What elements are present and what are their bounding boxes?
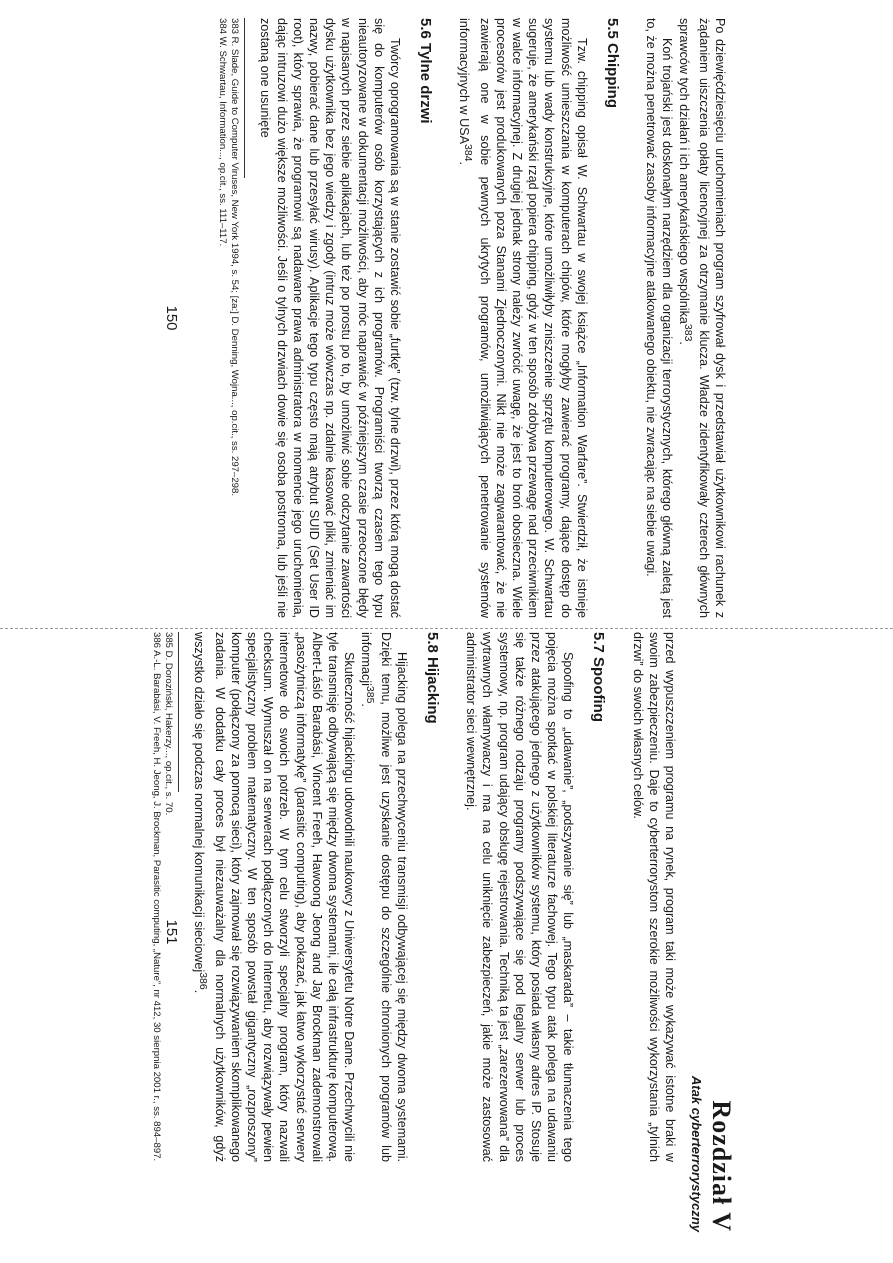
footnote-ref-383: 383 — [681, 323, 694, 342]
footnote-383: 383 R. Slade, Guide to Computer Viruses, New York 1994, s. 54; [za:] D. Denning, Wojna..., op.cit., ss. 297–298. — [229, 18, 241, 497]
paragraph-chipping: Tzw. chipping opisał W. Schwartau w swojej książce „Information Warfare”. Stwierdził, że istnieje możliwość umieszczania w komputerach chipów, które mogłyby zawierać programy, dające dostęp do systemu lub wady konstrukcyjne, które umożliwiłyby zniszczenie sprzętu komputerowego. W. Schwartau sugeruje, że amerykański rząd popiera chipping, gdyż w ten sposób zdobywa przewagę nad przeciwnikiem w walce informacyjnej. Z drugiej jednak strony należy zwrócić uwagę, że jest to broń obosieczna. Wiele procesorów jest produkowanych poza Stanami Zjednoczonymi. Nikt nie może zagwarantować, że nie zawierają one w sobie pewnych ukrytych programów, umożliwiających penetrowanie systemów informacyjnych w USA$^{384}$. — [457, 18, 589, 618]
footnote-ref-384: 384 — [462, 143, 475, 162]
footnote-385: 385 D. Doroziński, Hakerzy..., op.cit., s. 70. — [162, 632, 174, 816]
chapter-title: Rozdział V — [707, 1100, 736, 1232]
footnote-ref-385: 385 — [363, 685, 376, 704]
chapter-subtitle: Atak cyberterrorystyczny — [689, 1075, 704, 1232]
paragraph-hijacking-2: Skuteczność hijackingu udowodnili naukowcy z Uniwersytetu Notre Dame. Przechwycili nie tyle transmisję odbywającą się między dwoma systemami, ile całą infrastrukturę komputerową. Albert-Lásló Barabási, Vincent Freeh, Hawoong Jeong and Jay Brockman zademonstrowali „pasożytniczą informatykę” (parasitic computing), aby pokazać, jak łatwo wykorzystać serwery internetowe do swoich potrzeb. W tym celu stworzyli specjalny program, który nazwali checksum. Wymuszał on na serwerach podłączonych do Internetu, aby rozwiązywały pewien specjalistyczny problem matematyczny. W ten sposób powstał gigantyczny „rozproszony” komputer (połączony za pomocą sieci), który zajmował się rozwiązywaniem skomplikowanego zadania. W dodatku cały proces był niezauważalny dla normalnych użytkowników, gdyż wszystko działo się podczas normalnej komunikacji sieciowej$^{386}$. — [192, 632, 357, 1162]
paragraph-spoofing: Spoofing to „udawanie”, „podszywanie się” lub „maskarada” – takie tłumaczenia tego pojęcia można spotkać w polskiej literaturze fachowej. Tego typu atak polega na udawaniu przez atakującego jednego z użytkowników systemu, który posiada własny adres IP. Stosuje się także różnego rodzaju programy podszywające się pod legalny serwer lub proces systemowy, np. program udający obsługę rejestrowania. Techniką ta jest „zarezerwowana” dla wytrawnych włamywaczy i ma na celu uniknięcie zabezpieczeń, jakie może zastosować administrator sieci wewnętrznej. — [464, 632, 576, 1162]
page-number: 151 — [163, 919, 180, 945]
page-151 — [150, 632, 736, 1232]
page-150 — [156, 18, 736, 618]
footnote-ref-386: 386 — [197, 972, 210, 990]
footnote-rule — [244, 18, 245, 178]
paragraph-intro: Po dziewięćdziesięciu uruchomieniach program szyfrował dysk i przedstawiał użytkownikowi rachunek z żądaniem uiszczenia opłaty licencyjnej za otrzymanie klucza. Władze zidentyfikowały czterech głównych sprawców tych działań i ich amerykańskiego wspólnika$^{383}$. — [676, 18, 727, 618]
page-151-text — [150, 632, 678, 1162]
page-divider — [0, 628, 893, 629]
footnote-386: 386 A.-L. Barabási, V. Freeh, H. Jeong, J. Brockman, Parasitic computing, „Nature”, nr 412, 30 sierpnia 2001 r., ss. 894–897. — [150, 632, 162, 1162]
page-number: 150 — [163, 305, 180, 331]
paragraph-hijacking-1: Hijacking polega na przechwyceniu transmisji odbywającej się między dwoma systemami. Dzięki temu, możliwe jest uzyskanie dostępu do szczególnie chronionych programów lub informacji$^{385}$. — [358, 632, 409, 1162]
section-title-spoofing: 5.7 Spoofing — [590, 632, 608, 722]
footnote-384: 384 W. Schwartau, Information..., op.cit., ss. 111–117. — [217, 18, 229, 247]
page-150-text — [216, 18, 728, 618]
paragraph-continued: przed wypuszczeniem programu na rynek, program taki może wykazywać istotne braki w swoim zabezpieczeniu. Daje to cyberterrorystom szerokie możliwości wykorzystania „tylnich drzwi” do swoich własnych celów. — [630, 632, 677, 1162]
paragraph-trojan: Koń trojański jest doskonałym narzędziem dla organizacji terrorystycznych, którego główną zaletą jest to, że można penetrować zasoby informacyjne atakowanego obiektu, nie zwracając na siebie uwagi. — [644, 18, 675, 618]
section-title-chipping: 5.5 Chipping — [603, 18, 621, 108]
section-title-hijacking: 5.8 Hijacking — [423, 632, 441, 724]
chapter-header — [689, 1076, 736, 1232]
paragraph-backdoor: Twórcy oprogramowania są w stanie zostawić sobie „furtkę” (tzw. tylne drzwi), przez którą mogą dostać się do komputerów osób korzystających z ich programów. Programiści tworzą czasem tego typu nieautoryzowane w dokumentacji możliwości, aby móc naprawiać w późniejszym czasie przeoczone błędy w napisanych przez siebie aplikacjach, lub też po prostu po to, by umożliwić sobie odczytanie zawartości dysku użytkownika bez jego wiedzy i zgody (intruz może wówczas np. zdalnie kasować pliki, zmieniać im nazwy, pobierać dane lub przesyłać wirusy). Aplikacje tego typu często mają atrybut SUID (Set User ID root), który sprawia, że programowi są nadawane prawa administratora w momencie jego uruchomienia, dając intruzowi dużo większe możliwości. Jeśli o tylnych drzwiach dowie się osoba postronna, lub jeśli nie zostaną one usunięte — [258, 18, 402, 618]
section-title-backdoor: 5.6 Tylne drzwi — [416, 18, 434, 124]
